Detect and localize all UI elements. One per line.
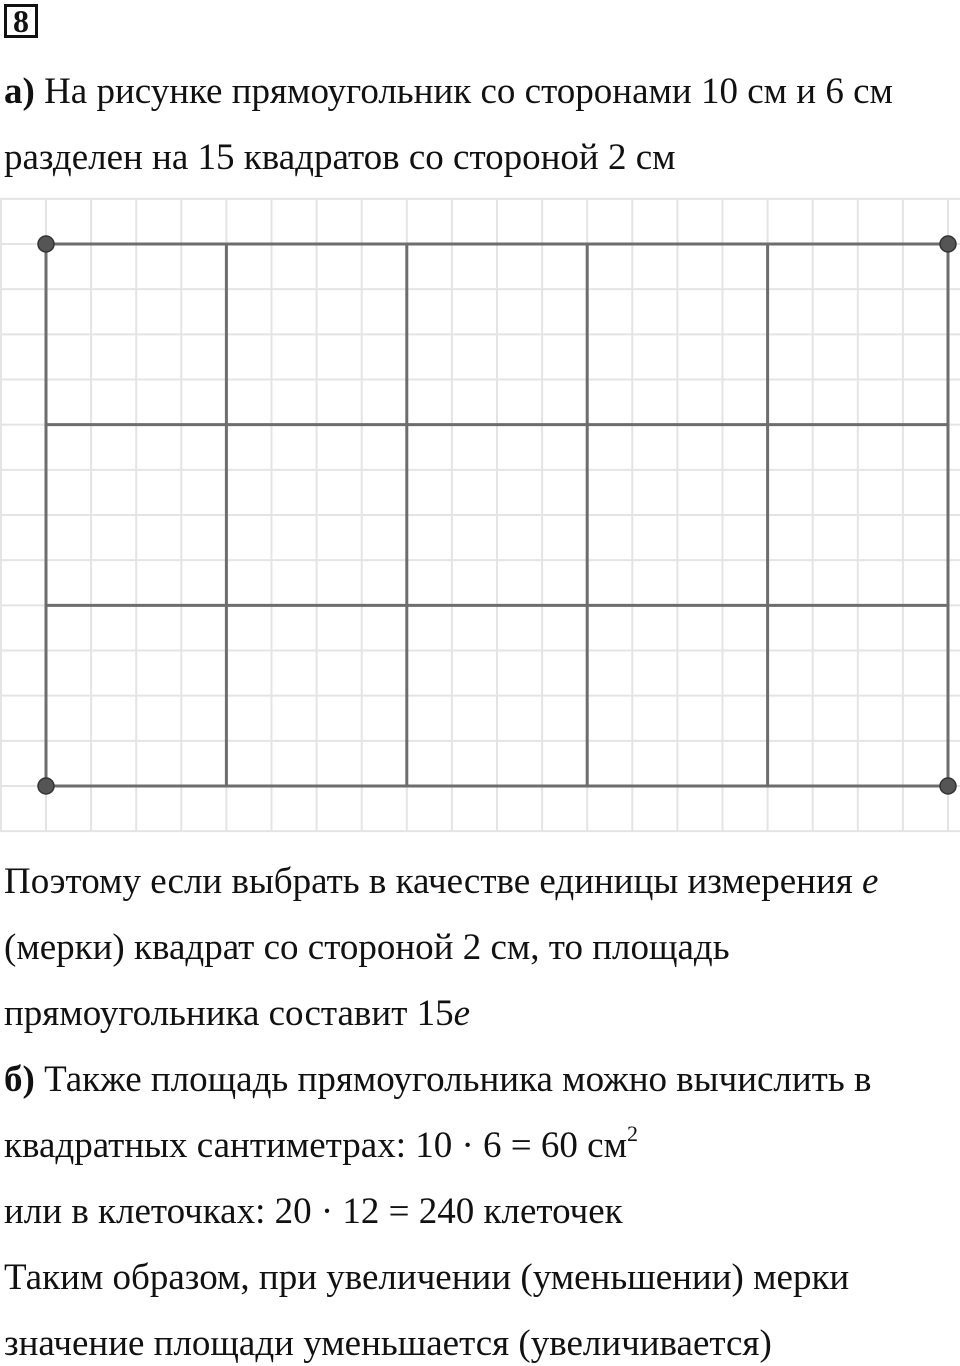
unit-variable-e: e [862, 861, 879, 902]
part-b-text-2: квадратных сантиметрах: 10 · 6 = 60 см [4, 1125, 628, 1166]
corner-point [38, 778, 54, 794]
explanation-line-3 [4, 992, 470, 1036]
conclusion-line-1: Таким образом, при увеличении (уменьшении) мерки [4, 1257, 850, 1298]
corner-point [38, 236, 54, 252]
part-b-line-1 [4, 1058, 871, 1102]
part-b-text-1: Также площадь прямоугольника можно вычислить в [44, 1059, 872, 1100]
part-a-label: а) [4, 71, 35, 112]
square-exponent: 2 [627, 1121, 639, 1146]
part-a-line-2: разделен на 15 квадратов со стороной 2 см [4, 137, 676, 178]
background-grid [0, 199, 960, 832]
unit-variable-e-result: e [453, 993, 471, 1034]
part-b-line-3: или в клеточках: 20 · 12 = 240 клеточек [4, 1191, 623, 1232]
explanation-text-1: Поэтому если выбрать в качестве единицы измерения [4, 861, 863, 902]
part-b-line-2 [4, 1121, 639, 1168]
explanation-line-2: (мерки) квадрат со стороной 2 см, то площадь [4, 927, 730, 968]
part-a-line-1 [4, 70, 893, 114]
explanation-line-1 [4, 860, 878, 904]
corner-point [940, 778, 956, 794]
part-a-text-1: На рисунке прямоугольник со сторонами 10 см и 6 см [44, 71, 893, 112]
explanation-text-3: прямоугольника составит 15 [4, 993, 454, 1034]
conclusion-line-2: значение площади уменьшается (увеличивается) [4, 1323, 772, 1364]
part-b-label: б) [4, 1059, 35, 1100]
corner-point [940, 236, 956, 252]
task-number-box: 8 [4, 4, 38, 38]
grid-figure [0, 196, 960, 836]
